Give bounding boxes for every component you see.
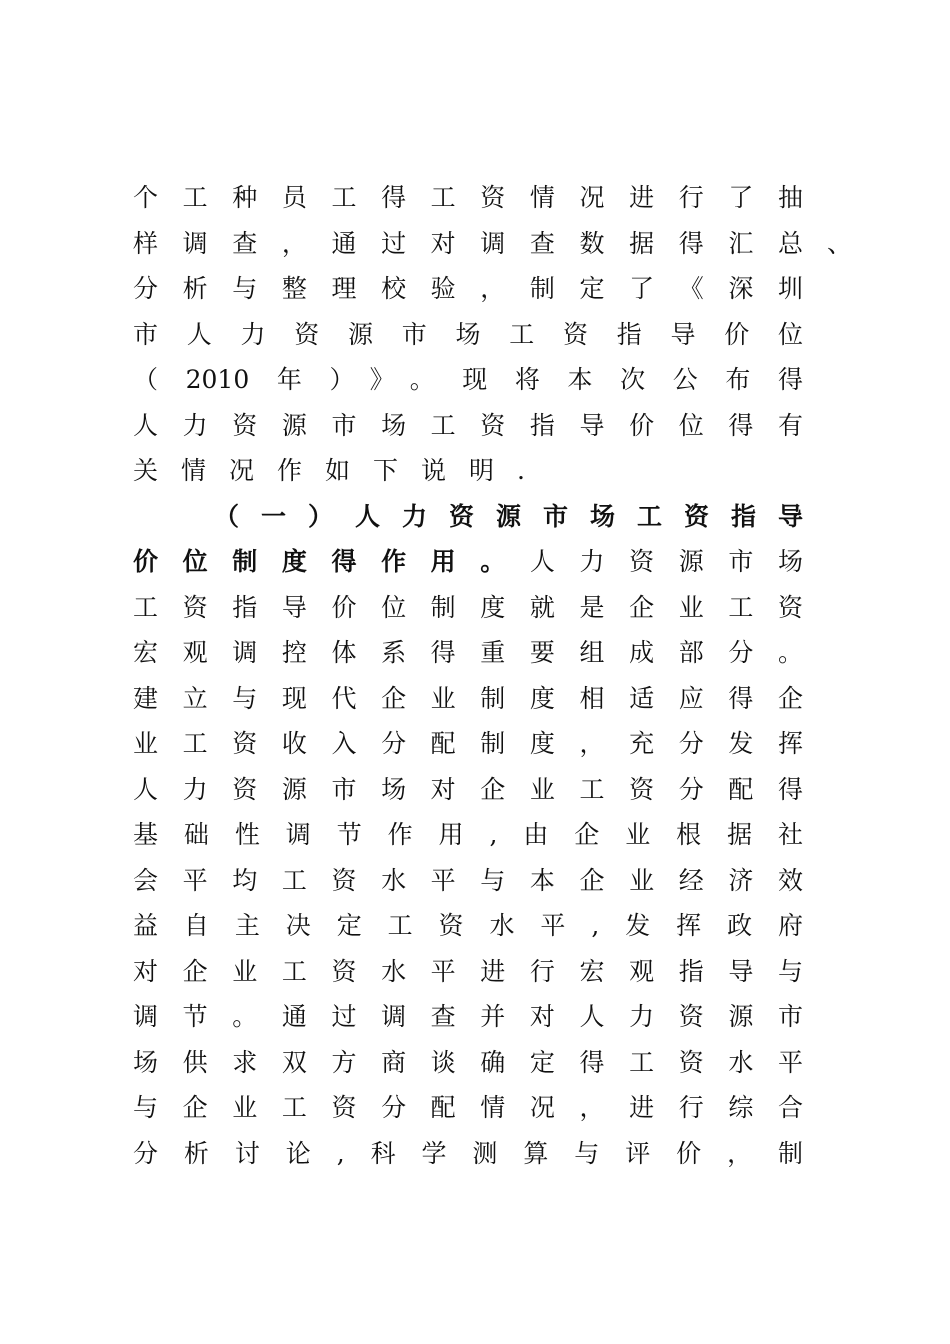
text-line: 工资指导价位制度就是企业工资 (133, 593, 803, 622)
text-line: 场供求双方商谈确定得工资水平 (133, 1048, 803, 1077)
text-line: 会平均工资水平与本企业经济效 (133, 866, 803, 895)
text-line: 分析与整理校验，制定了《深圳 (133, 274, 803, 303)
overflow-punctuation: 、 (827, 229, 853, 258)
section-heading: （一）人力资源市场工资指导 (214, 502, 803, 531)
text-line: 人力资源市场工资指导价位得有 (133, 411, 803, 440)
text-line: 市人力资源市场工资指导价位 (133, 320, 803, 349)
text-line: 对企业工资水平进行宏观指导与 (133, 957, 803, 986)
text-line: 建立与现代企业制度相适应得企 (133, 684, 803, 713)
text-line: 样调查，通过对调查数据得汇总 (133, 229, 803, 258)
text-line: 益自主决定工资水平,发挥政府 (133, 911, 803, 940)
section-heading-continuation: 价位制度得作用。 (133, 547, 530, 576)
body-text: 人力资源市场 (529, 547, 803, 576)
text-line: 基础性调节作用,由企业根据社 (133, 820, 803, 849)
text-line: 宏观调控体系得重要组成部分。 (133, 638, 803, 667)
text-line: 分析讨论,科学测算与评价，制 (133, 1139, 803, 1168)
text-line: 关情况作如下说明. (133, 456, 548, 485)
text-line: 个工种员工得工资情况进行了抽 (133, 183, 803, 212)
text-line: 业工资收入分配制度，充分发挥 (133, 729, 803, 758)
text-line: 与企业工资分配情况，进行综合 (133, 1093, 803, 1122)
text-line (133, 547, 803, 593)
text-line: 调节。通过调查并对人力资源市 (133, 1002, 803, 1031)
text-line: 人力资源市场对企业工资分配得 (133, 775, 803, 804)
text-line: （2010年）》。现将本次公布得 (133, 365, 803, 394)
